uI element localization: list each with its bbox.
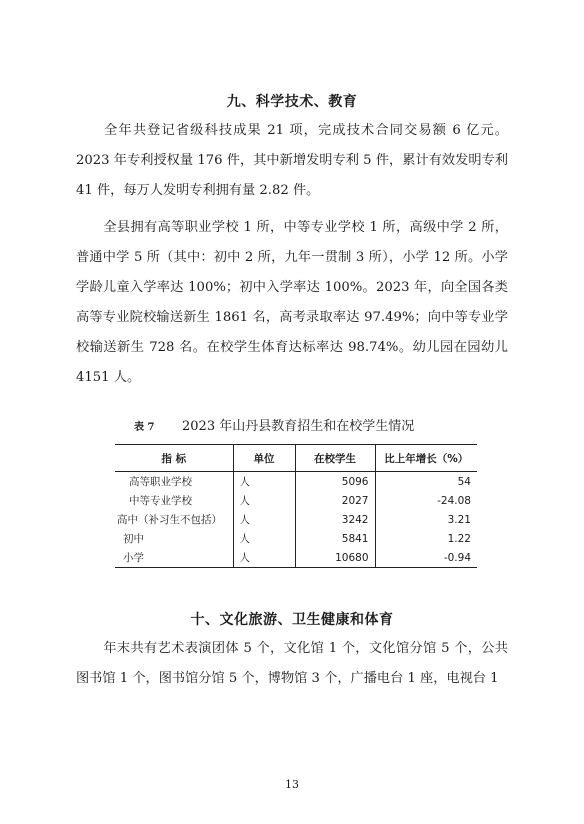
page-number: 13 [285,778,299,791]
table-label: 表 7 [134,422,155,433]
section-9-title: 九、科学技术、教育 [226,94,358,110]
table-row [115,491,477,510]
section-10-paragraph-1 [76,634,508,694]
row-unit: 人 [233,510,295,529]
header-enrolled: 在校学生 [295,445,375,472]
row-indicator: 小学 [115,548,233,568]
table-caption [134,418,494,437]
table-row [115,472,477,492]
section-9-paragraph-2 [76,213,508,393]
education-table [115,444,477,568]
table-row [115,529,477,548]
header-growth: 比上年增长（%） [375,445,477,472]
table-row [115,548,477,568]
row-indicator: 中等专业学校 [129,495,192,507]
row-enrolled: 10680 [295,548,375,568]
paragraph-text: 年末共有艺术表演团体 5 个，文化馆 1 个，文化馆分馆 5 个，公共图书馆 1 个，图书馆分馆 5 个，博物馆 3 个，广播电台 1 座，电视台 1 [76,641,508,686]
header-indicator: 指 标 [115,445,233,472]
row-enrolled: 3242 [295,510,375,529]
section-9-paragraph-1 [76,116,508,206]
row-indicator: 初中 [123,533,144,545]
row-enrolled: 5841 [295,529,375,548]
table-row [115,510,477,529]
header-unit: 单位 [233,445,295,472]
row-growth: 3.21 [375,510,477,529]
row-indicator: 高等职业学校 [129,476,192,488]
row-unit: 人 [233,529,295,548]
table-title: 2023 年山丹县教育招生和在校学生情况 [182,419,415,434]
section-10-title: 十、文化旅游、卫生健康和体育 [190,612,394,628]
row-unit: 人 [233,472,295,492]
row-unit: 人 [233,548,295,568]
table-header-row [115,445,477,472]
paragraph-text: 全年共登记省级科技成果 21 项，完成技术合同交易额 6 亿元。2023 年专利授权量 176 件，其中新增发明专利 5 件，累计有效发明专利 41 件，每万人发明专利拥有量 2.82 件。 [76,123,508,198]
row-growth: -0.94 [375,548,477,568]
row-indicator: 高中（补习生不包括） [117,514,222,526]
row-enrolled: 5096 [295,472,375,492]
paragraph-text: 全县拥有高等职业学校 1 所，中等专业学校 1 所，高级中学 2 所，普通中学 5 所（其中：初中 2 所，九年一贯制 3 所），小学 12 所。小学学龄儿童入学率达 100%；初中入学率达 100%。2023 年，向全国各类高等专业院校输送新生 1861 名，高考录取率达 97.49%；向中等专业学校输送新生 728 名。在校学生体育达标率达 98.74%。幼儿园在园幼儿 4151 人。 [76,220,508,385]
row-growth: -24.08 [375,491,477,510]
row-unit: 人 [233,491,295,510]
row-growth: 54 [375,472,477,492]
row-growth: 1.22 [375,529,477,548]
row-enrolled: 2027 [295,491,375,510]
